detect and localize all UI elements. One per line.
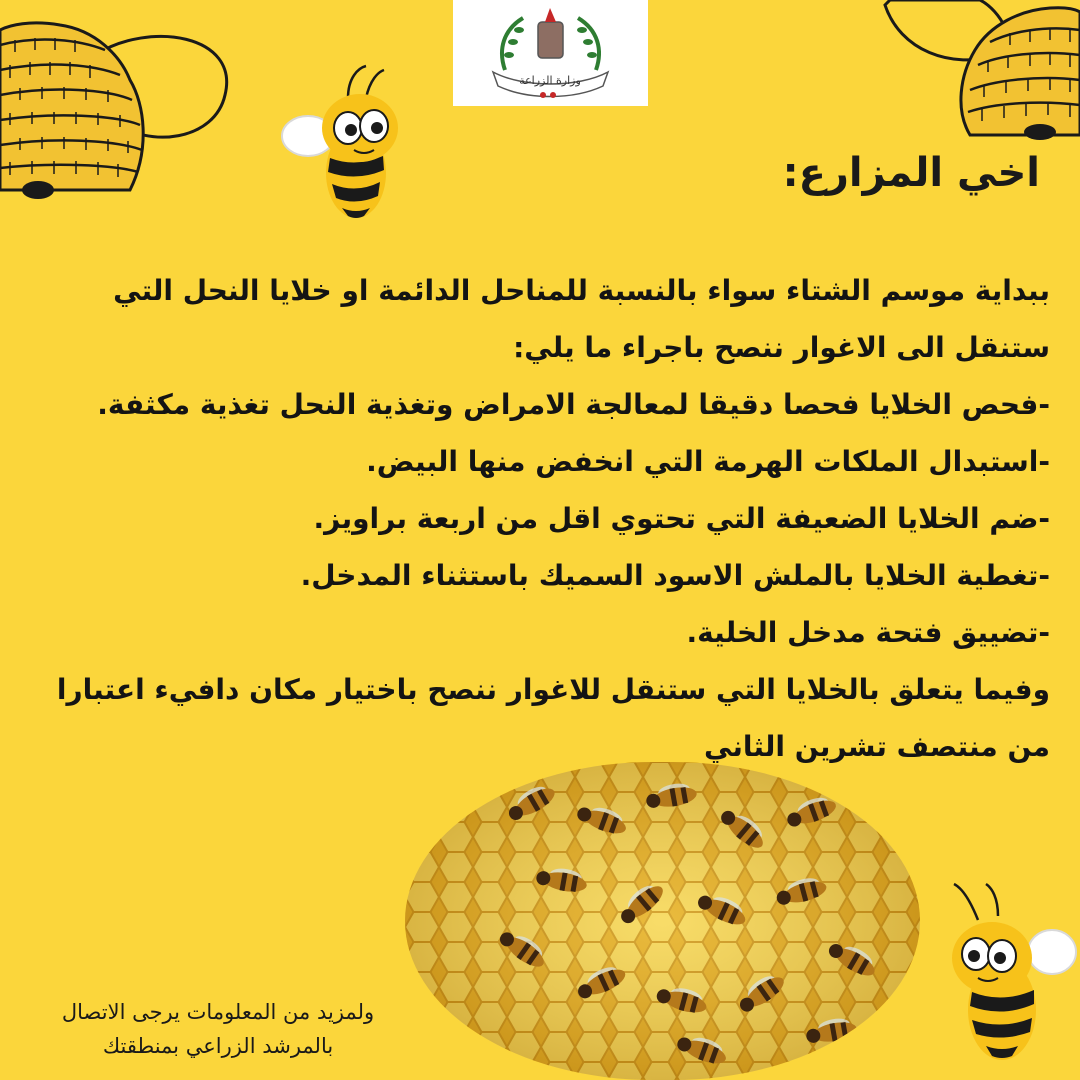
beehive-top-left-icon xyxy=(0,0,240,205)
body-line: ستنقل الى الاغوار ننصح باجراء ما يلي: xyxy=(513,331,1050,364)
logo-text: وزارة الزراعة xyxy=(519,74,581,87)
bee-bottom-right-icon xyxy=(940,880,1080,1070)
advice-text xyxy=(30,262,1050,775)
body-line: -فحص الخلايا فحصا دقيقا لمعالجة الامراض وتغذية النحل تغذية مكثفة. xyxy=(97,388,1050,421)
body-line: -استبدال الملكات الهرمة التي انخفض منها البيض. xyxy=(366,445,1050,478)
honeycomb-bees-photo xyxy=(405,762,920,1080)
body-line: ببداية موسم الشتاء سواء بالنسبة للمناحل الدائمة او خلايا النحل التي xyxy=(113,274,1050,307)
beehive-top-right-icon xyxy=(880,0,1080,148)
footer-line-2: بالمرشد الزراعي بمنطقتك xyxy=(102,1034,334,1058)
body-line: -تغطية الخلايا بالملش الاسود السميك باستثناء المدخل. xyxy=(300,559,1050,592)
footer-line-1: ولمزيد من المعلومات يرجى الاتصال xyxy=(61,1000,375,1024)
ministry-logo xyxy=(453,0,648,106)
bee-top-icon xyxy=(278,58,408,223)
body-line: -ضم الخلايا الضعيفة التي تحتوي اقل من اربعة براويز. xyxy=(313,502,1050,535)
page-title: اخي المزارع: xyxy=(782,150,1040,196)
body-line: وفيما يتعلق بالخلايا التي ستنقل للاغوار ننصح باختيار مكان دافيء اعتبارا xyxy=(56,673,1050,706)
body-line: من منتصف تشرين الثاني xyxy=(704,730,1050,763)
body-line: -تضييق فتحة مدخل الخلية. xyxy=(686,616,1050,649)
contact-note xyxy=(8,995,428,1063)
